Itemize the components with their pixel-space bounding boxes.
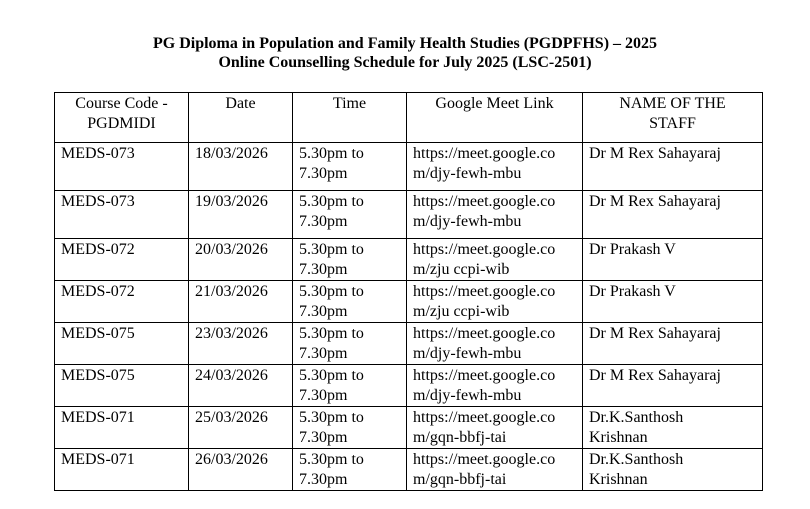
cell-staff bbox=[583, 323, 763, 365]
cell-date: 21/03/2026 bbox=[189, 281, 293, 323]
table-row bbox=[55, 281, 763, 323]
meet-link-part1[interactable]: https://meet.google.co bbox=[413, 283, 556, 300]
time-start: 5.30pm to bbox=[299, 367, 364, 384]
meet-link-part1[interactable]: https://meet.google.co bbox=[413, 409, 556, 426]
cell-time bbox=[293, 239, 407, 281]
time-end: 7.30pm bbox=[299, 387, 348, 404]
cell-meet-link[interactable] bbox=[407, 143, 583, 191]
cell-time bbox=[293, 281, 407, 323]
header-text: NAME OF THE bbox=[619, 95, 726, 112]
meet-link-part1[interactable]: https://meet.google.co bbox=[413, 193, 556, 210]
cell-course-code: MEDS-075 bbox=[55, 323, 189, 365]
cell-time bbox=[293, 365, 407, 407]
staff-name: Dr M Rex Sahayaraj bbox=[589, 367, 721, 384]
meet-link-part2[interactable]: m/gqn-bbfj-tai bbox=[413, 471, 507, 488]
cell-staff bbox=[583, 191, 763, 239]
meet-link-part2[interactable]: m/djy-fewh-mbu bbox=[413, 213, 522, 230]
time-end: 7.30pm bbox=[299, 429, 348, 446]
cell-date: 19/03/2026 bbox=[189, 191, 293, 239]
time-start: 5.30pm to bbox=[299, 145, 364, 162]
cell-date: 18/03/2026 bbox=[189, 143, 293, 191]
time-end: 7.30pm bbox=[299, 261, 348, 278]
time-start: 5.30pm to bbox=[299, 325, 364, 342]
cell-staff bbox=[583, 281, 763, 323]
table-row bbox=[55, 365, 763, 407]
cell-time bbox=[293, 407, 407, 449]
staff-name: Dr.K.Santhosh bbox=[589, 451, 684, 468]
meet-link-part1[interactable]: https://meet.google.co bbox=[413, 145, 556, 162]
cell-meet-link[interactable] bbox=[407, 239, 583, 281]
cell-time bbox=[293, 143, 407, 191]
schedule-table bbox=[54, 92, 763, 491]
table-row bbox=[55, 323, 763, 365]
cell-course-code: MEDS-071 bbox=[55, 449, 189, 491]
header-text: Time bbox=[332, 95, 367, 112]
staff-name: Dr.K.Santhosh bbox=[589, 409, 684, 426]
cell-date: 23/03/2026 bbox=[189, 323, 293, 365]
document-subtitle: Online Counselling Schedule for July 2025 (LSC-2501) bbox=[218, 54, 592, 71]
cell-course-code: MEDS-072 bbox=[55, 239, 189, 281]
time-end: 7.30pm bbox=[299, 303, 348, 320]
staff-name: Dr Prakash V bbox=[589, 283, 676, 300]
meet-link-part1[interactable]: https://meet.google.co bbox=[413, 241, 556, 258]
time-start: 5.30pm to bbox=[299, 409, 364, 426]
cell-meet-link[interactable] bbox=[407, 365, 583, 407]
meet-link-part2[interactable]: m/zju ccpi-wib bbox=[413, 303, 510, 320]
cell-time bbox=[293, 449, 407, 491]
cell-meet-link[interactable] bbox=[407, 407, 583, 449]
header-text: Google Meet Link bbox=[435, 95, 554, 112]
meet-link-part1[interactable]: https://meet.google.co bbox=[413, 451, 556, 468]
header-text: Date bbox=[225, 95, 256, 112]
staff-name-cont: Krishnan bbox=[589, 429, 648, 446]
time-start: 5.30pm to bbox=[299, 283, 364, 300]
table-row bbox=[55, 407, 763, 449]
staff-name: Dr M Rex Sahayaraj bbox=[589, 145, 721, 162]
time-end: 7.30pm bbox=[299, 471, 348, 488]
header-time bbox=[293, 93, 407, 143]
cell-time bbox=[293, 191, 407, 239]
table-row bbox=[55, 191, 763, 239]
time-end: 7.30pm bbox=[299, 213, 348, 230]
meet-link-part1[interactable]: https://meet.google.co bbox=[413, 325, 556, 342]
table-header-row bbox=[55, 93, 763, 143]
staff-name: Dr M Rex Sahayaraj bbox=[589, 193, 721, 210]
cell-date: 25/03/2026 bbox=[189, 407, 293, 449]
cell-staff bbox=[583, 143, 763, 191]
staff-name: Dr M Rex Sahayaraj bbox=[589, 325, 721, 342]
header-meet-link bbox=[407, 93, 583, 143]
meet-link-part2[interactable]: m/gqn-bbfj-tai bbox=[413, 429, 507, 446]
meet-link-part1[interactable]: https://meet.google.co bbox=[413, 367, 556, 384]
table-row bbox=[55, 143, 763, 191]
time-start: 5.30pm to bbox=[299, 451, 364, 468]
staff-name-cont: Krishnan bbox=[589, 471, 648, 488]
cell-meet-link[interactable] bbox=[407, 449, 583, 491]
cell-date: 24/03/2026 bbox=[189, 365, 293, 407]
staff-name: Dr Prakash V bbox=[589, 241, 676, 258]
table-row bbox=[55, 449, 763, 491]
cell-course-code: MEDS-072 bbox=[55, 281, 189, 323]
meet-link-part2[interactable]: m/djy-fewh-mbu bbox=[413, 345, 522, 362]
cell-time bbox=[293, 323, 407, 365]
cell-course-code: MEDS-073 bbox=[55, 191, 189, 239]
cell-meet-link[interactable] bbox=[407, 323, 583, 365]
meet-link-part2[interactable]: m/djy-fewh-mbu bbox=[413, 387, 522, 404]
header-staff bbox=[583, 93, 763, 143]
header-text: PGDMIDI bbox=[87, 115, 156, 132]
cell-course-code: MEDS-071 bbox=[55, 407, 189, 449]
cell-staff bbox=[583, 365, 763, 407]
time-end: 7.30pm bbox=[299, 345, 348, 362]
time-start: 5.30pm to bbox=[299, 241, 364, 258]
cell-staff bbox=[583, 407, 763, 449]
header-date bbox=[189, 93, 293, 143]
time-start: 5.30pm to bbox=[299, 193, 364, 210]
cell-meet-link[interactable] bbox=[407, 281, 583, 323]
meet-link-part2[interactable]: m/zju ccpi-wib bbox=[413, 261, 510, 278]
header-text: STAFF bbox=[649, 115, 696, 132]
cell-staff bbox=[583, 449, 763, 491]
time-end: 7.30pm bbox=[299, 165, 348, 182]
meet-link-part2[interactable]: m/djy-fewh-mbu bbox=[413, 165, 522, 182]
header-course-code bbox=[55, 93, 189, 143]
cell-course-code: MEDS-075 bbox=[55, 365, 189, 407]
cell-date: 26/03/2026 bbox=[189, 449, 293, 491]
cell-course-code: MEDS-073 bbox=[55, 143, 189, 191]
cell-meet-link[interactable] bbox=[407, 191, 583, 239]
cell-staff bbox=[583, 239, 763, 281]
header-text: Course Code - bbox=[75, 95, 168, 112]
cell-date: 20/03/2026 bbox=[189, 239, 293, 281]
document-title: PG Diploma in Population and Family Health Studies (PGDPFHS) – 2025 bbox=[152, 35, 658, 52]
table-row bbox=[55, 239, 763, 281]
